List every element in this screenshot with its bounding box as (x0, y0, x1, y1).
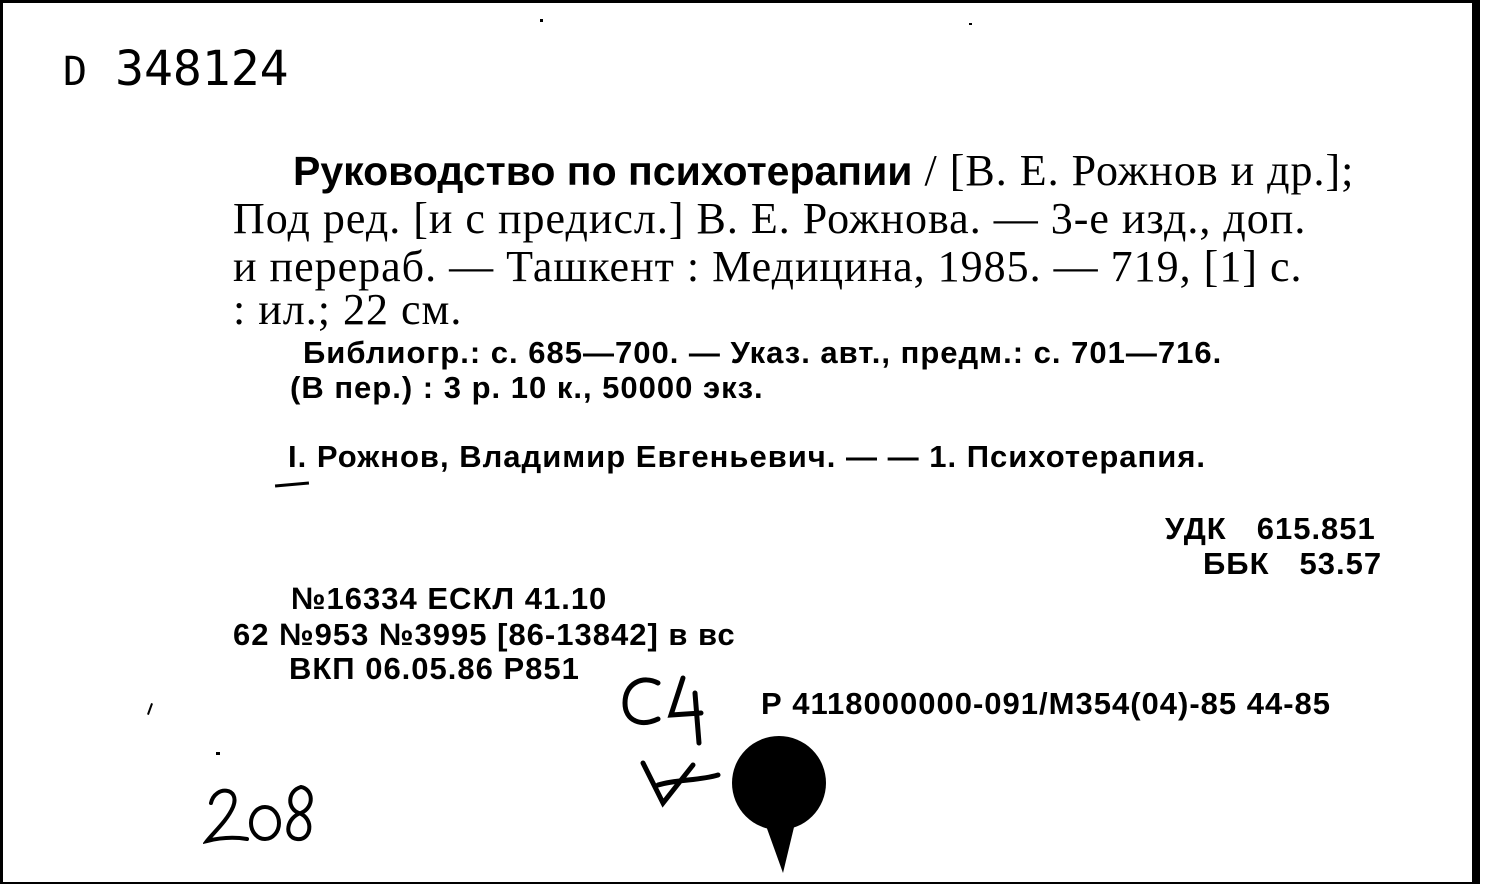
call-number-value: 348124 (115, 41, 289, 97)
udk-label: УДК (1165, 511, 1227, 546)
udk-line (1165, 511, 1376, 547)
title-line (293, 145, 1354, 196)
edition-line: Под ред. [и с предисл.] В. Е. Рожнова. — 3-е изд., доп. (233, 194, 1307, 243)
punch-hole-mark (703, 723, 843, 883)
speck (147, 703, 153, 715)
underline-mark (275, 482, 309, 488)
speck (540, 19, 543, 22)
publisher-code: Р 4118000000-091/М354(04)-85 44-85 (761, 686, 1332, 721)
book-title: Руководство по психотерапии (293, 148, 913, 194)
handwritten-number (203, 773, 323, 853)
bibliography-note: Библиогр.: с. 685—700. — Указ. авт., предм.: с. 701—716. (303, 335, 1223, 370)
call-number-prefix: D (63, 49, 88, 95)
call-number (63, 41, 288, 97)
bbk-value: 53.57 (1299, 546, 1383, 581)
bbk-line (1203, 546, 1382, 582)
responsibility: / [В. Е. Рожнов и др.]; (912, 146, 1355, 195)
record-line-1: №16334 ЕСКЛ 41.10 (291, 581, 608, 616)
speck (969, 23, 972, 25)
imprint-line: и перераб. — Ташкент : Медицина, 1985. — 719, [1] с. (233, 242, 1303, 291)
price-note: (В пер.) : 3 р. 10 к., 50000 экз. (290, 370, 764, 405)
physical-description: : ил.; 22 см. (233, 285, 463, 334)
tracing-line: I. Рожнов, Владимир Евгеньевич. — — 1. Психотерапия. (288, 439, 1207, 474)
bbk-label: ББК (1203, 546, 1270, 581)
record-line-2: 62 №953 №3995 [86-13842] в вс (233, 617, 736, 652)
speck (216, 752, 220, 755)
udk-value: 615.851 (1256, 511, 1376, 546)
record-line-3: ВКП 06.05.86 Р851 (289, 651, 580, 686)
